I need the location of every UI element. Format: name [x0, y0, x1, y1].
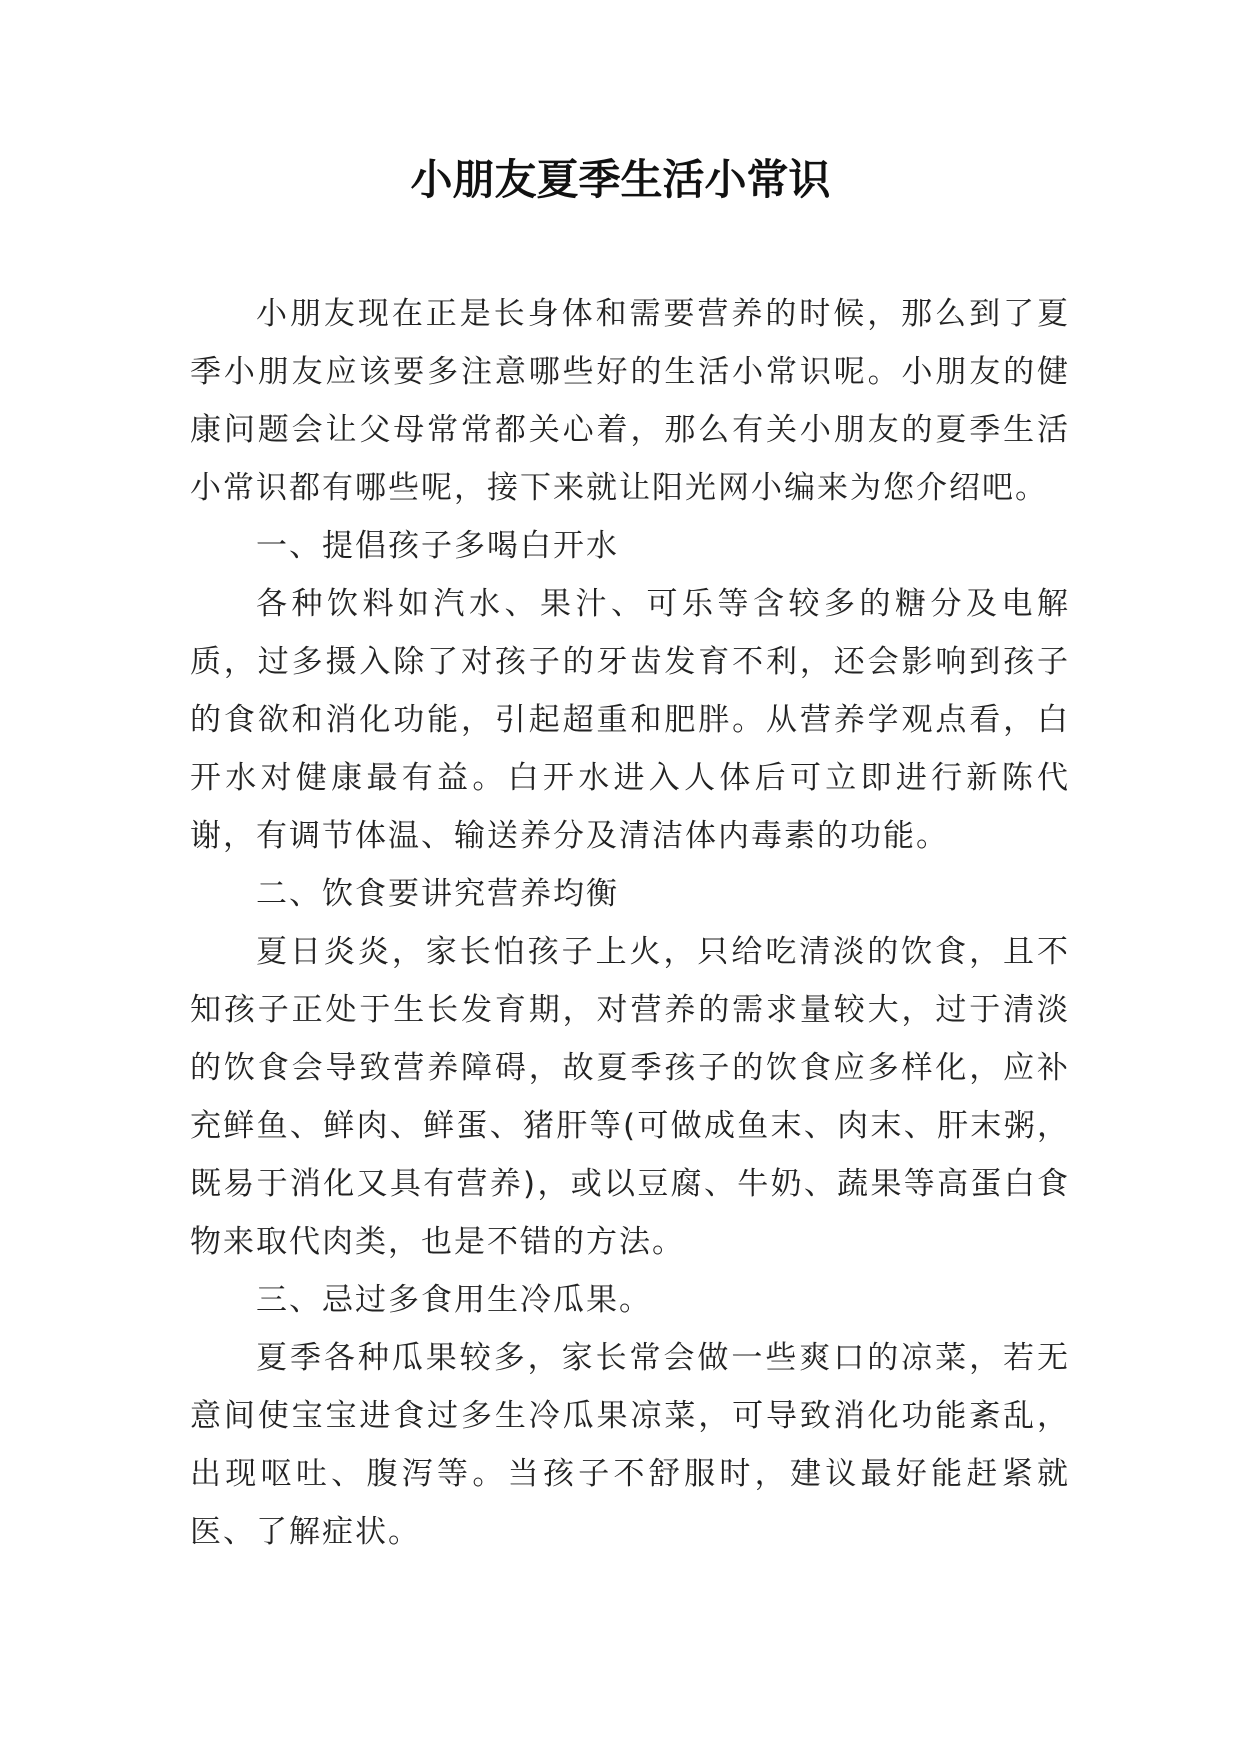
- section-heading-2: 二、饮食要讲究营养均衡: [256, 876, 619, 912]
- section-paragraph-1: 各种饮料如汽水、果汁、可乐等含较多的糖分及电解质，过多摄入除了对孩子的牙齿发育不利，还会影响到孩子的食欲和消化功能，引起超重和肥胖。从营养学观点看，白开水对健康最有益。白开水进入人体后可立即进行新陈代谢，有调节体温、输送养分及清洁体内毒素的功能。: [190, 586, 1070, 854]
- document-body: [190, 285, 1070, 1561]
- intro-paragraph: 小朋友现在正是长身体和需要营养的时候，那么到了夏季小朋友应该要多注意哪些好的生活小常识呢。小朋友的健康问题会让父母常常都关心着，那么有关小朋友的夏季生活小常识都有哪些呢，接下来就让阳光网小编来为您介绍吧。: [190, 296, 1070, 506]
- document-title: 小朋友夏季生活小常识: [410, 155, 831, 204]
- section-heading-1: 一、提倡孩子多喝白开水: [256, 528, 619, 564]
- section-paragraph-3: 夏季各种瓜果较多，家长常会做一些爽口的凉菜，若无意间使宝宝进食过多生冷瓜果凉菜，可导致消化功能紊乱，出现呕吐、腹泻等。当孩子不舒服时，建议最好能赶紧就医、了解症状。: [190, 1340, 1070, 1550]
- section-heading-3: 三、忌过多食用生冷瓜果。: [256, 1282, 652, 1318]
- section-paragraph-2: 夏日炎炎，家长怕孩子上火，只给吃清淡的饮食，且不知孩子正处于生长发育期，对营养的需求量较大，过于清淡的饮食会导致营养障碍，故夏季孩子的饮食应多样化，应补充鲜鱼、鲜肉、鲜蛋、猪肝等(可做成鱼末、肉末、肝末粥，既易于消化又具有营养)，或以豆腐、牛奶、蔬果等高蛋白食物来取代肉类，也是不错的方法。: [190, 934, 1070, 1260]
